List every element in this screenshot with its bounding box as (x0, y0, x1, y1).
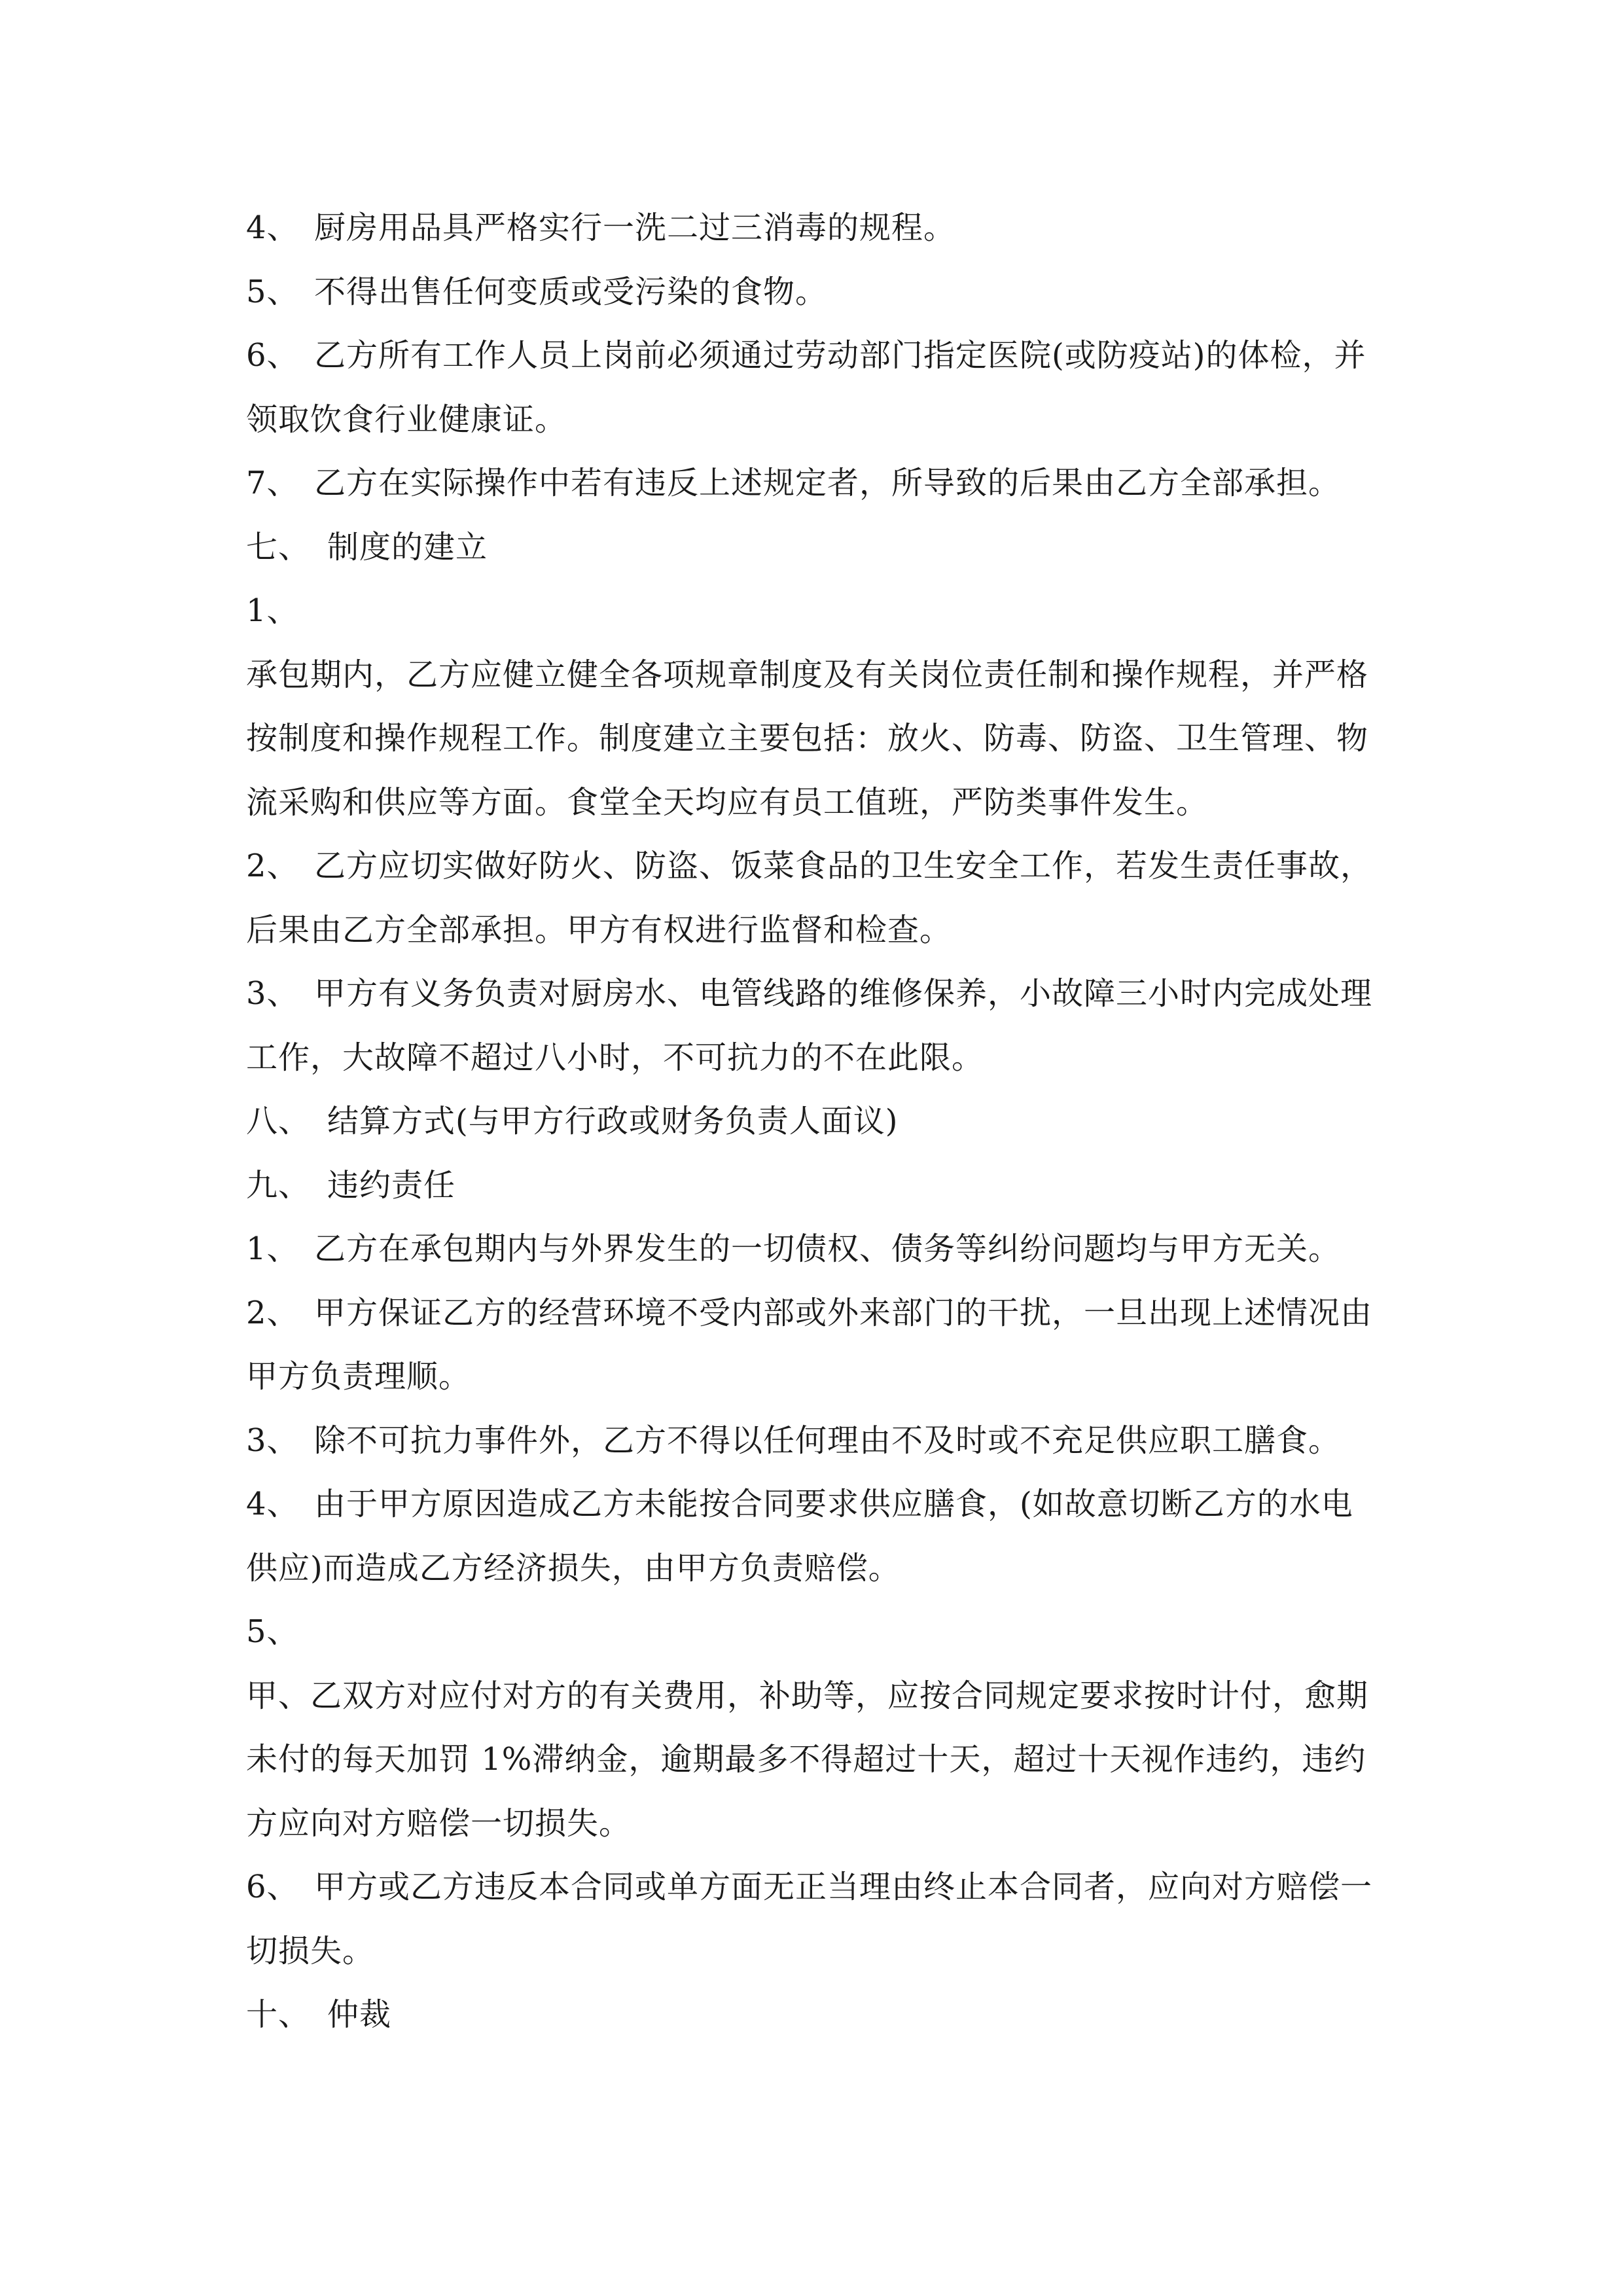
item-number: 3、 (246, 975, 299, 1012)
text-line (246, 1728, 1385, 1792)
line-text: 仲裁 (327, 1996, 392, 2033)
text-line (246, 1537, 1385, 1601)
line-text: 由于甲方原因造成乙方未能按合同要求供应膳食，(如故意切断乙方的水电 (314, 1486, 1353, 1522)
item-number: 4、 (246, 1486, 299, 1522)
line-text: 后果由乙方全部承担。甲方有权进行监督和检查。 (246, 911, 952, 948)
text-line (246, 1664, 1385, 1729)
line-text: 供应)而造成乙方经济损失，由甲方负责赔偿。 (246, 1549, 901, 1587)
text-line (246, 1983, 1385, 2047)
text-line (246, 452, 1385, 516)
text-line (246, 1282, 1385, 1346)
line-text: 乙方应切实做好防火、防盗、饭菜食品的卫生安全工作，若发生责任事故， (314, 848, 1373, 884)
text-line (246, 1856, 1385, 1920)
text-line (246, 516, 1385, 580)
text-line (246, 1473, 1385, 1537)
item-number: 九、 (246, 1166, 311, 1204)
line-text: 违约责任 (327, 1166, 456, 1204)
item-number: 1、 (246, 592, 299, 629)
text-line (246, 771, 1385, 835)
line-text: 乙方在实际操作中若有违反上述规定者，所导致的后果由乙方全部承担。 (314, 465, 1341, 501)
text-line (246, 1920, 1385, 1984)
item-number: 4、 (246, 209, 299, 246)
text-line (246, 1026, 1385, 1090)
item-number: 3、 (246, 1422, 299, 1459)
line-text: 制度的建立 (327, 528, 488, 565)
item-number: 5、 (246, 1613, 299, 1650)
text-line (246, 707, 1385, 771)
line-text: 结算方式(与甲方行政或财务负责人面议) (327, 1103, 899, 1139)
item-number: 十、 (246, 1996, 311, 2033)
item-number: 1、 (246, 1230, 299, 1267)
text-line (246, 1600, 1385, 1664)
line-text: 不得出售任何变质或受污染的食物。 (314, 273, 828, 310)
item-number: 2、 (246, 848, 299, 884)
item-number: 5、 (246, 273, 299, 310)
text-line (246, 1217, 1385, 1282)
line-text: 厨房用品具严格实行一洗二过三消毒的规程。 (314, 209, 956, 246)
line-text: 切损失。 (246, 1932, 375, 1969)
line-text: 甲方保证乙方的经营环境不受内部或外来部门的干扰，一旦出现上述情况由 (314, 1294, 1373, 1331)
text-line (246, 324, 1385, 388)
text-line (246, 1409, 1385, 1473)
line-text: 甲方负责理顺。 (246, 1358, 471, 1395)
document-body (246, 196, 1385, 2047)
text-line (246, 834, 1385, 899)
text-line (246, 643, 1385, 708)
line-text: 领取饮食行业健康证。 (246, 401, 567, 438)
line-text: 承包期内，乙方应健立健全各项规章制度及有关岗位责任制和操作规程，并严格 (246, 656, 1369, 693)
item-number: 6、 (246, 1869, 299, 1905)
line-text: 乙方所有工作人员上岗前必须通过劳动部门指定医院(或防疫站)的体检，并 (314, 337, 1366, 374)
item-number: 2、 (246, 1294, 299, 1331)
text-line (246, 899, 1385, 963)
text-line (246, 388, 1385, 452)
line-text: 未付的每天加罚 1%滞纳金，逾期最多不得超过十天，超过十天视作违约，违约 (246, 1741, 1366, 1778)
text-line (246, 260, 1385, 325)
text-line (246, 1345, 1385, 1409)
line-text: 按制度和操作规程工作。制度建立主要包括：放火、防毒、防盗、卫生管理、物 (246, 720, 1369, 757)
text-line (246, 962, 1385, 1026)
item-number: 7、 (246, 465, 299, 501)
line-text: 方应向对方赔偿一切损失。 (246, 1804, 632, 1842)
line-text: 甲、乙双方对应付对方的有关费用，补助等，应按合同规定要求按时计付，愈期 (246, 1677, 1369, 1714)
text-line (246, 1792, 1385, 1856)
text-line (246, 1090, 1385, 1154)
text-line (246, 1154, 1385, 1218)
text-line (246, 579, 1385, 643)
line-text: 除不可抗力事件外，乙方不得以任何理由不及时或不充足供应职工膳食。 (314, 1422, 1341, 1459)
item-number: 6、 (246, 337, 299, 374)
item-number: 八、 (246, 1103, 311, 1139)
line-text: 工作，大故障不超过八小时，不可抗力的不在此限。 (246, 1039, 984, 1076)
line-text: 流采购和供应等方面。食堂全天均应有员工值班，严防类事件发生。 (246, 783, 1209, 821)
item-number: 七、 (246, 528, 311, 565)
line-text: 甲方或乙方违反本合同或单方面无正当理由终止本合同者，应向对方赔偿一 (314, 1869, 1373, 1905)
text-line (246, 196, 1385, 260)
line-text: 乙方在承包期内与外界发生的一切债权、债务等纠纷问题均与甲方无关。 (314, 1230, 1341, 1267)
line-text: 甲方有义务负责对厨房水、电管线路的维修保养，小故障三小时内完成处理 (314, 975, 1373, 1012)
